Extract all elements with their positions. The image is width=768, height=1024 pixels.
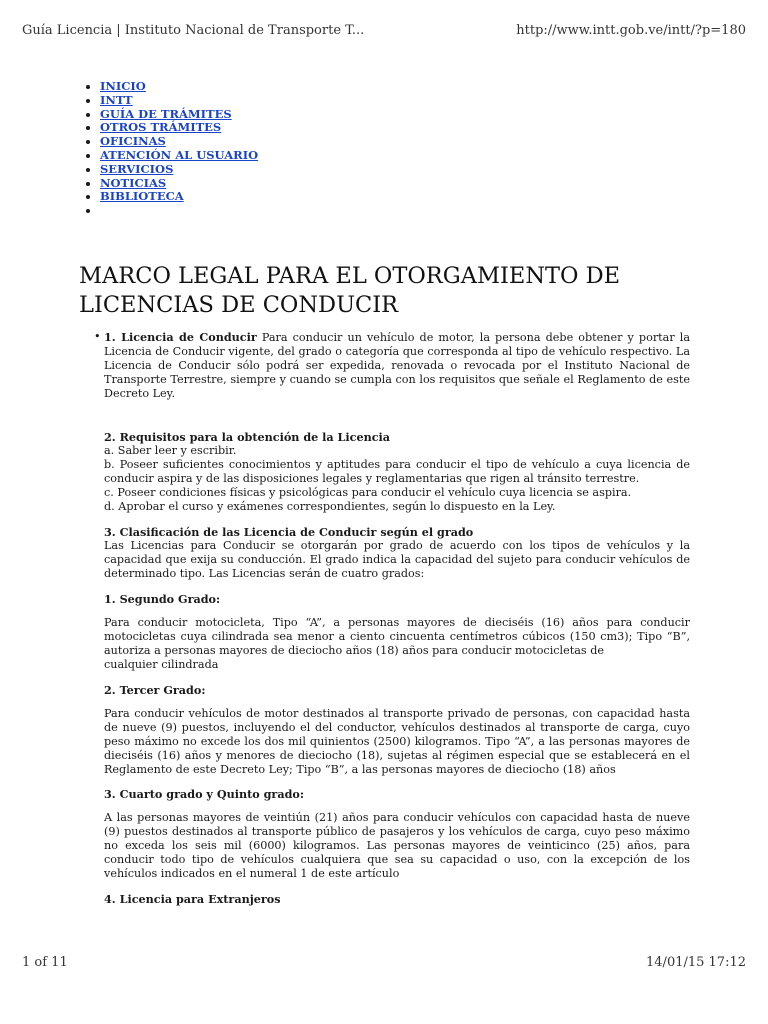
nav-item-servicios	[100, 163, 258, 177]
nav-link-oficinas[interactable]: OFICINAS	[100, 134, 166, 149]
nav-link-noticias[interactable]: NOTICIAS	[100, 175, 167, 190]
section-segundo-grado	[104, 592, 690, 672]
nav-item-otros	[100, 121, 258, 135]
section-requisitos-heading: 2. Requisitos para la obtención de la Licencia	[104, 430, 391, 444]
section-clasificacion-body: Las Licencias para Conducir se otorgarán por grado de acuerdo con los tipos de vehículos y la capacidad que exija su conducción. El grado indica la capacidad del sujeto para conducir vehículos de determinado tipo. Las Licencias serán de cuatro grados:	[104, 539, 690, 580]
extranjeros-heading: 4. Licencia para Extranjeros	[104, 892, 281, 906]
requisito-a: a. Saber leer y escribir.	[104, 444, 237, 457]
section-licencia	[94, 330, 691, 401]
page-url: http://www.intt.gob.ve/intt/?p=180	[516, 23, 746, 38]
cuarto-quinto-heading: 3. Cuarto grado y Quinto grado:	[104, 787, 304, 801]
nav-link-intt[interactable]: INTT	[100, 92, 133, 107]
nav-item-guia	[100, 108, 258, 122]
nav-item-atencion	[100, 149, 258, 163]
requisito-b: b. Poseer suficientes conocimientos y aptitudes para conducir el tipo de vehículo a cuya licencia de conducir aspira y de las disposiciones legales y reglamentarias que rigen al tránsito terrestre.	[104, 458, 690, 485]
nav-item-intt	[100, 94, 258, 108]
section-cuarto-quinto-grado	[104, 787, 690, 881]
nav-link-atencion-usuario[interactable]: ATENCIÓN AL USUARIO	[100, 147, 259, 162]
nav-item-empty	[100, 204, 258, 218]
cuarto-quinto-body: A las personas mayores de veintiún (21) años para conducir vehículos con capacidad hasta de nueve (9) puestos destinados al transporte público de pasajeros y los vehículos de carga, cuyo peso máximo no exceda los seis mil (6000) kilogramos. Las personas mayores de veinticinco (25) años, para conducir todo tipo de vehículos cualquiera que sea su capacidad o uso, con la excepción de los vehículos indicados en el numeral 1 de este artículo	[104, 811, 690, 880]
section-licencia-text	[104, 330, 690, 401]
section-extranjeros	[104, 892, 690, 906]
browser-page-title: Guía Licencia | Instituto Nacional de Transporte T...	[22, 23, 365, 38]
page-counter: 1 of 11	[22, 955, 68, 970]
nav-item-oficinas	[100, 135, 258, 149]
nav-link-biblioteca[interactable]: BIBLIOTECA	[100, 189, 184, 204]
nav-item-noticias	[100, 177, 258, 191]
requisito-c: c. Poseer condiciones físicas y psicológicas para conducir el vehículo cuya licencia se aspira.	[104, 486, 632, 499]
section-requisitos	[104, 430, 690, 514]
section-tercer-grado	[104, 683, 690, 777]
tercer-grado-body: Para conducir vehículos de motor destinados al transporte privado de personas, con capacidad hasta de nueve (9) puestos, incluyendo el del conductor, vehículos destinados al transporte de carga, cuyo peso máximo no excede los dos mil quinientos (2500) kilogramos. Tipo “A”, a las personas mayores de dieciséis (16) años y menores de dieciocho (18), sujetas al régimen especial que se establecerá en el Reglamento de este Decreto Ley; Tipo “B”, a las personas mayores de dieciocho (18) años	[104, 707, 690, 776]
nav-link-inicio[interactable]: INICIO	[100, 79, 146, 93]
requisito-d: d. Aprobar el curso y exámenes correspondientes, según lo dispuesto en la Ley.	[104, 500, 556, 513]
main-nav	[86, 80, 258, 218]
tercer-grado-heading: 2. Tercer Grado:	[104, 683, 206, 697]
print-datetime: 14/01/15 17:12	[646, 955, 746, 970]
nav-link-guia-tramites[interactable]: GUÍA DE TRÁMITES	[100, 106, 232, 121]
section-clasificacion	[104, 525, 690, 581]
segundo-grado-heading: 1. Segundo Grado:	[104, 592, 221, 606]
nav-link-servicios[interactable]: SERVICIOS	[100, 161, 174, 176]
segundo-grado-body-2: cualquier cilindrada	[104, 658, 219, 671]
section-licencia-heading: 1. Licencia de Conducir	[104, 330, 257, 344]
nav-item-inicio	[100, 80, 258, 94]
article-title: MARCO LEGAL PARA EL OTORGAMIENTO DE LICENCIAS DE CONDUCIR	[79, 263, 621, 318]
nav-link-otros-tramites[interactable]: OTROS TRÁMITES	[100, 120, 222, 135]
section-clasificacion-heading: 3. Clasificación de las Licencia de Conducir según el grado	[104, 525, 474, 539]
section-licencia-body: Para conducir un vehículo de motor, la persona debe obtener y portar la Licencia de Conducir vigente, del grado o categoría que corresponda al tipo de vehículo respectivo. La Licencia de Conducir sólo podrá ser expedida, renovada o revocada por el Instituto Nacional de Transporte Terrestre, siempre y cuando se cumpla con los requisitos que señale el Reglamento de este Decreto Ley.	[104, 331, 691, 400]
bullet-icon: •	[94, 330, 101, 343]
segundo-grado-body: Para conducir motocicleta, Tipo “A”, a personas mayores de dieciséis (16) años para conducir motocicletas cuya cilindrada sea menor a ciento cincuenta centímetros cúbicos (150 cm3); Tipo “B”, autoriza a personas mayores de dieciocho años (18) años para conducir motocicletas de	[104, 616, 690, 657]
nav-item-biblioteca	[100, 190, 258, 204]
